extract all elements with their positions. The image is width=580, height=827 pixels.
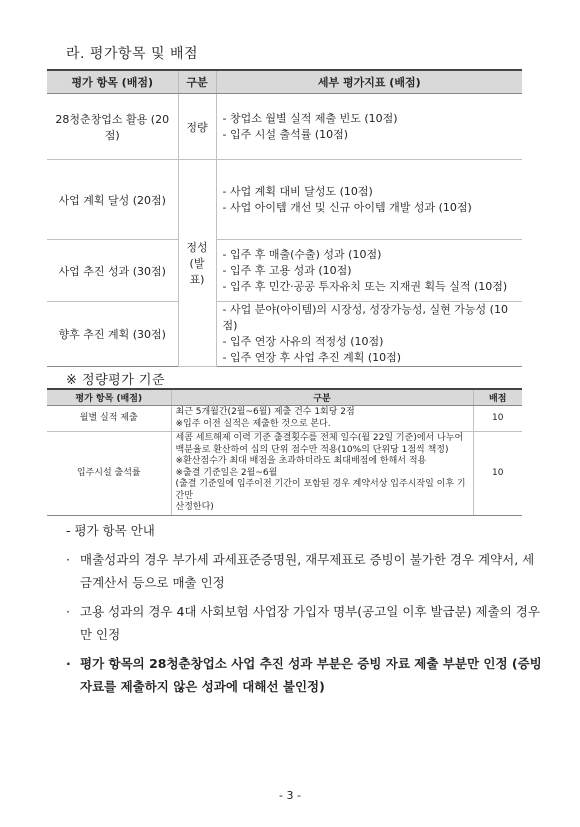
item-cell: 월별 실적 제출 (47, 406, 171, 432)
guide-text: 평가 항목의 28청춘창업소 사업 추진 성과 부분은 증빙 자료 제출 부분만 인정 (증빙 자료를 제출하지 않은 성과에 대해선 불인정) (80, 656, 542, 694)
detail-line: - 입주 시설 출석률 (10점) (222, 127, 349, 141)
type-cell: 정량 (178, 94, 216, 160)
note-title: ※ 정량평가 기준 (66, 373, 166, 388)
criteria-line: ※출결 기준일은 2월~6월 (175, 467, 278, 478)
detail-line: - 사업 아이템 개선 및 신규 아이템 개발 성과 (10점) (222, 200, 472, 214)
guide-text: 매출성과의 경우 부가세 과세표준증명원, 재무제표로 증빙이 불가한 경우 계약서, 세금계산서 등으로 매출 인정 (80, 552, 535, 590)
score-cell: 10 (473, 406, 522, 432)
criteria-cell (171, 406, 473, 432)
detail-line: - 입주 후 매출(수출) 성과 (10점) (222, 247, 382, 261)
header-criteria: 구분 (171, 389, 473, 406)
criteria-line: ※입주 이전 실적은 제출한 것으로 본다. (175, 418, 331, 429)
details-cell (216, 302, 522, 367)
table-row (47, 406, 522, 432)
page-number: - 3 - (279, 789, 301, 802)
item-cell: 사업 추진 성과 (30점) (47, 240, 178, 302)
criteria-line: ※환산점수가 최대 배점을 초과하더라도 최대배점에 한해서 적용 (175, 456, 427, 466)
item-cell: 향후 추진 계획 (30점) (47, 302, 178, 367)
header-type: 구분 (178, 70, 216, 94)
detail-line: - 입주 후 고용 성과 (10점) (222, 263, 352, 277)
type-line: (발표) (189, 257, 205, 286)
guide-item (66, 652, 546, 698)
item-cell: 사업 계획 달성 (20점) (47, 160, 178, 240)
guide-text: 고용 성과의 경우 4대 사회보험 사업장 가입자 명부(공고일 이후 발급분) 제출의 경우만 인정 (80, 604, 540, 642)
table-row (47, 240, 522, 302)
header-details: 세부 평가지표 (배점) (216, 70, 522, 94)
guide-heading: - 평가 항목 안내 (66, 523, 155, 538)
detail-line: - 입주 연장 후 사업 추진 계획 (10점) (222, 351, 402, 364)
detail-line: - 사업 분야(아이템)의 시장성, 성장가능성, 실현 가능성 (10점) (222, 303, 508, 332)
details-cell (216, 160, 522, 240)
type-cell-qualitative (178, 160, 216, 367)
section-title: 라. 평가항목 및 배점 (66, 46, 198, 62)
score-cell: 10 (473, 432, 522, 516)
details-cell (216, 94, 522, 160)
quantitative-criteria-table (47, 388, 522, 516)
criteria-line: 산정한다) (175, 502, 214, 512)
criteria-line: 백분율로 환산하여 십의 단위 점수만 적용(10%의 단위당 1점씩 책정) (175, 444, 449, 455)
table-row (47, 94, 522, 160)
detail-line: - 창업소 월별 실적 제출 빈도 (10점) (222, 111, 398, 125)
detail-line: - 사업 계획 대비 달성도 (10점) (222, 184, 373, 198)
item-cell: 28청춘창업소 활용 (20점) (47, 94, 178, 160)
criteria-line: (출결 기준일에 입주이전 기간이 포함된 경우 계약서상 입주시작일 이후 기간만 (175, 479, 466, 501)
criteria-line: 최근 5개월간(2월~6월) 제출 건수 1회당 2점 (175, 407, 355, 417)
detail-line: - 입주 후 민간·공공 투자유치 또는 지재권 획득 실적 (10점) (222, 279, 508, 293)
evaluation-guide (66, 522, 546, 704)
criteria-line: 세콤 세트해제 이력 기준 출결횟수를 전체 일수(월 22일 기준)에서 나누어 (175, 433, 464, 443)
bullet-dot: · (66, 604, 70, 619)
evaluation-table (47, 69, 522, 367)
details-cell (216, 240, 522, 302)
item-cell: 입주시설 출석률 (47, 432, 171, 516)
table-header-row (47, 389, 522, 406)
header-item: 평가 항목 (배점) (47, 70, 178, 94)
header-item: 평가 항목 (배점) (47, 389, 171, 406)
type-line: 정성 (186, 241, 208, 254)
table-row (47, 432, 522, 516)
table-row (47, 302, 522, 367)
guide-item (66, 548, 546, 594)
criteria-cell (171, 432, 473, 516)
bullet-dot: · (66, 552, 70, 567)
table-header-row (47, 70, 522, 94)
table-row (47, 160, 522, 240)
header-score: 배점 (473, 389, 522, 406)
guide-item (66, 600, 546, 646)
bullet-dot: · (66, 656, 71, 671)
detail-line: - 입주 연장 사유의 적정성 (10점) (222, 335, 384, 348)
